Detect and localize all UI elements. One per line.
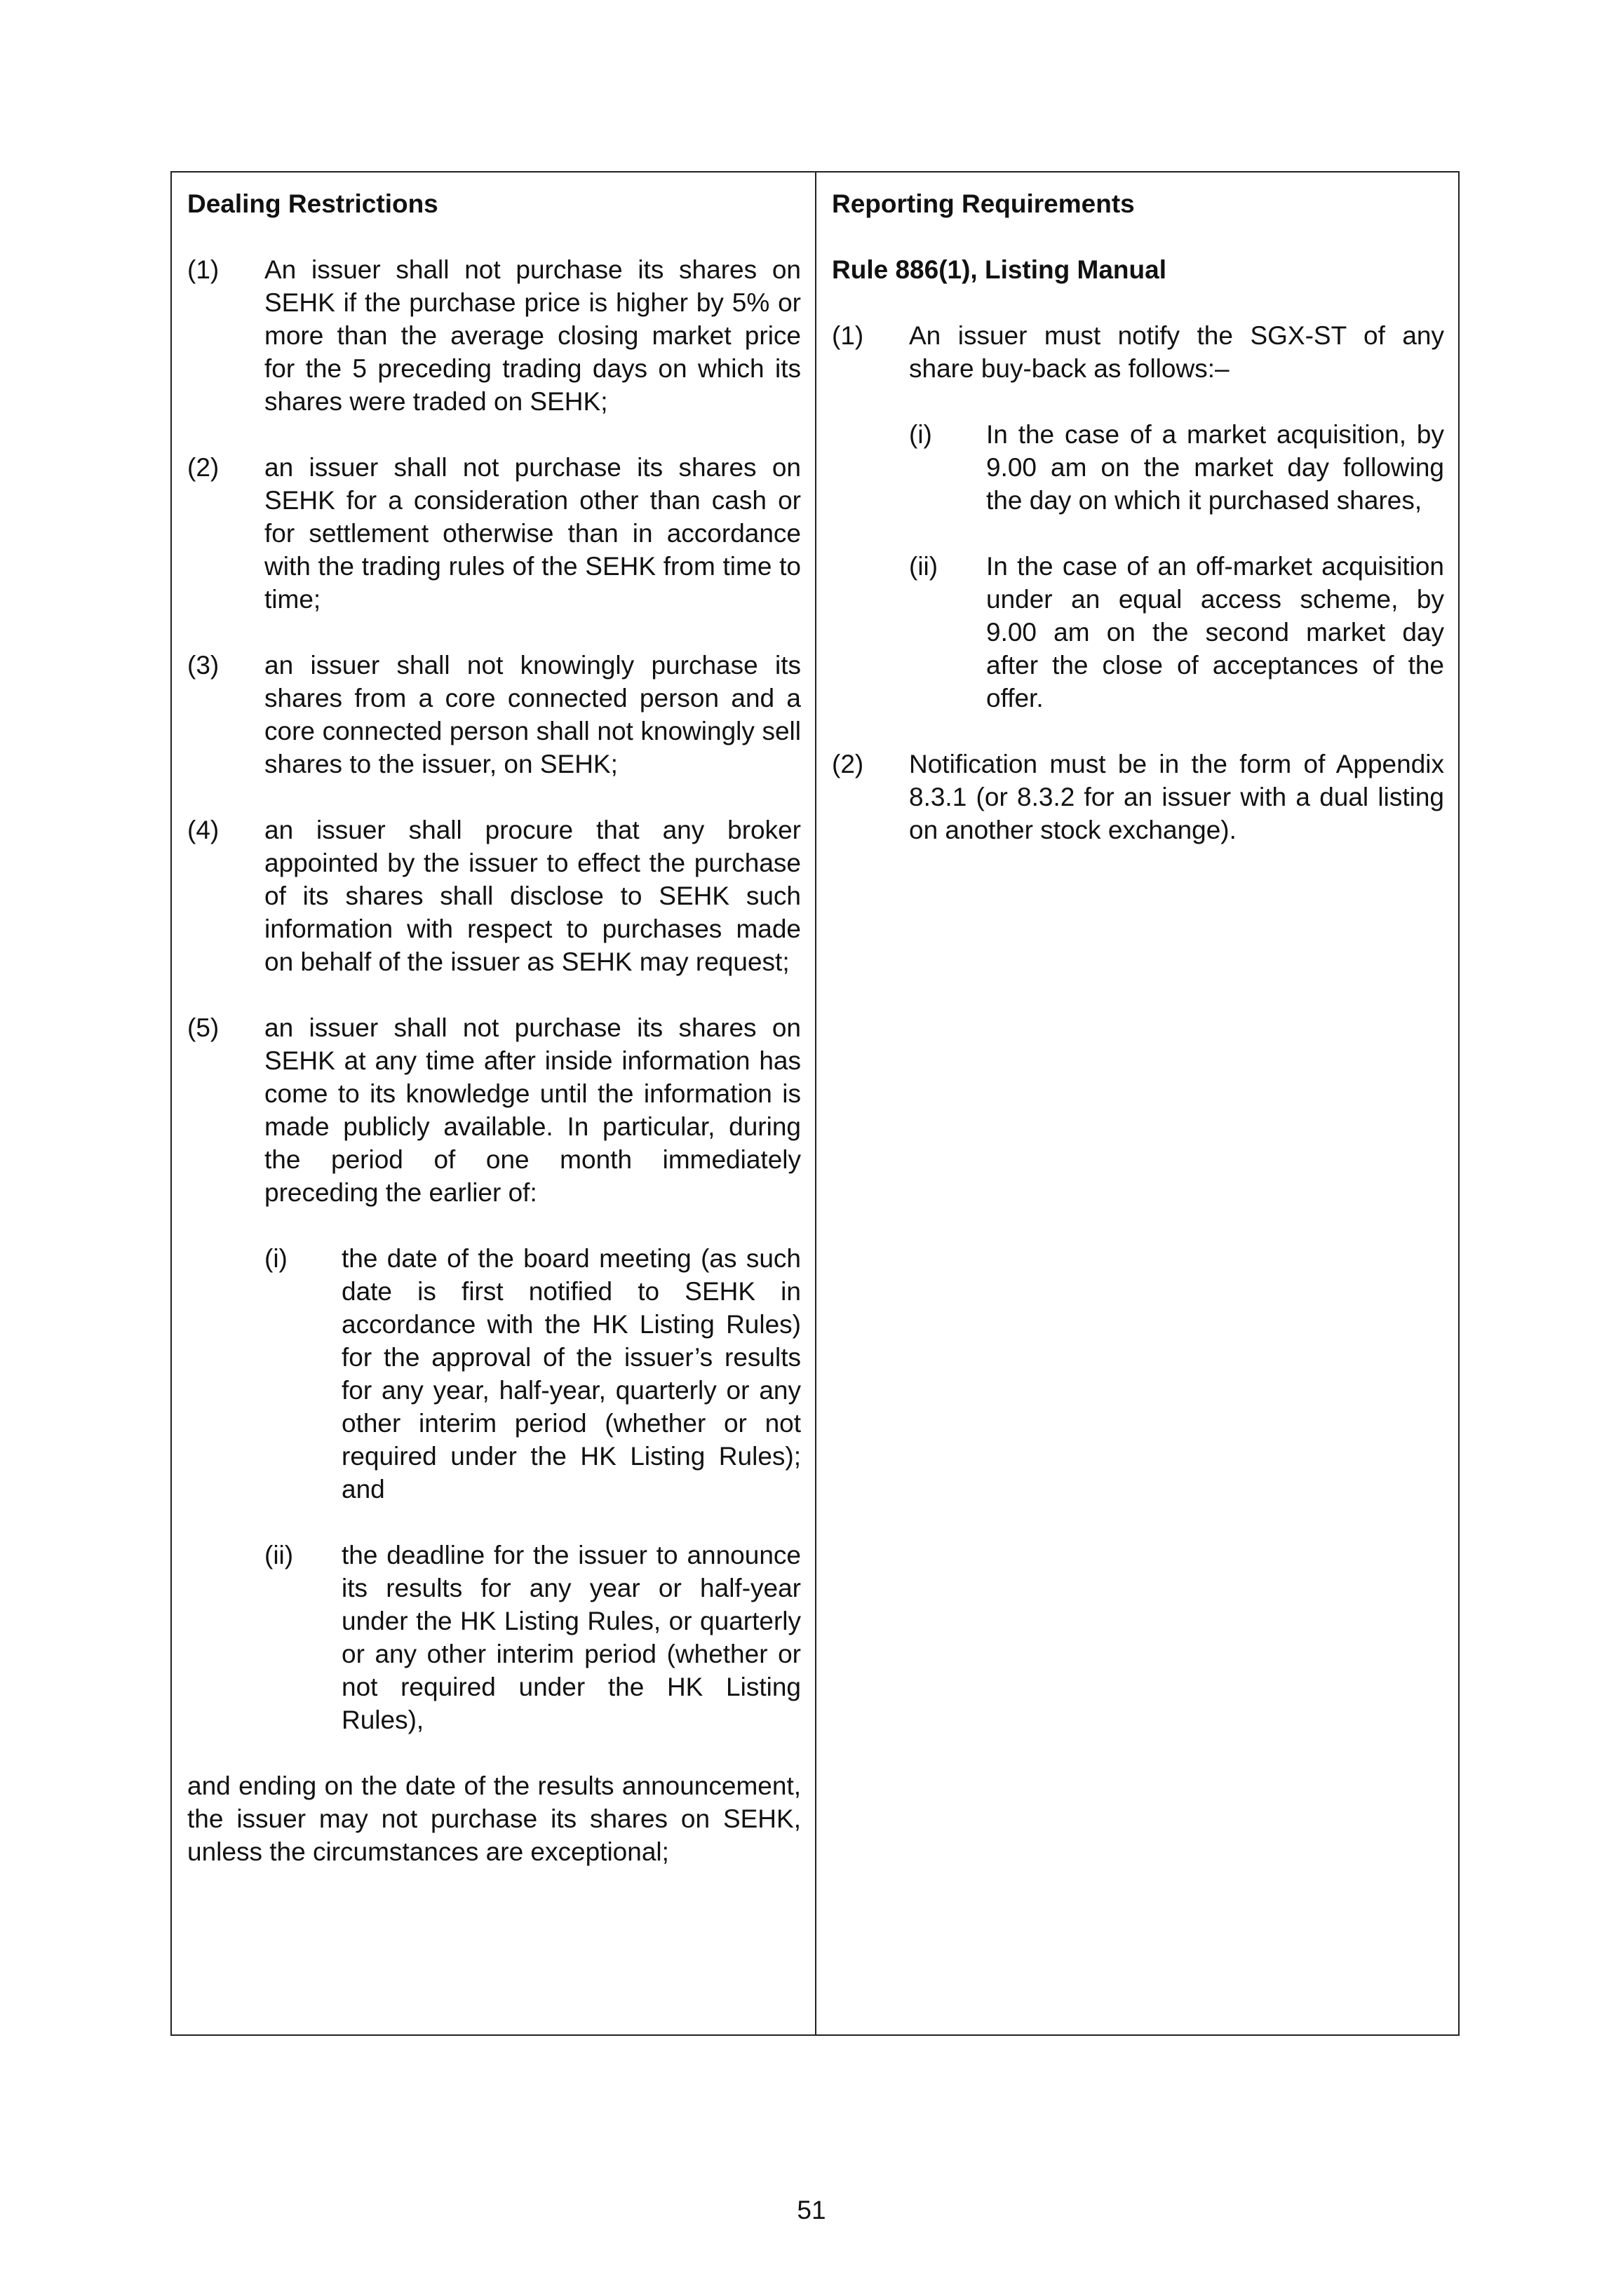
requirement-item <box>832 319 1444 715</box>
subitem-number: (i) <box>264 1244 288 1273</box>
dealing-restrictions-heading: Dealing Restrictions <box>187 189 438 218</box>
item-number: (2) <box>187 453 220 482</box>
item-text: an issuer shall not knowingly purchase its shares from a core connected person and a core connected person shall not knowingly sell shares to the issuer, on SEHK; <box>264 651 801 778</box>
subitem-number: (i) <box>909 420 932 449</box>
subitem-text: In the case of an off-market acquisition under an equal access scheme, by 9.00 am on the second market day after the close of acceptances of the offer. <box>986 552 1444 713</box>
item-text: An issuer must notify the SGX-ST of any share buy-back as follows:– <box>909 321 1444 383</box>
dealing-restrictions-column <box>172 173 816 2034</box>
item-body <box>264 1011 801 1736</box>
item-text: an issuer shall not purchase its shares on SEHK at any time after inside information has come to its knowledge until the information is made publicly available. In particular, during the period of one month immediately preceding the earlier of: <box>264 1013 801 1207</box>
item-number: (1) <box>832 321 864 350</box>
restriction-item <box>187 649 801 781</box>
item-number: (4) <box>187 816 220 844</box>
reporting-requirements-column <box>816 173 1458 2034</box>
subitem-text: the date of the board meeting (as such date is first notified to SEHK in accordance with the HK Listing Rules) for the approval of the issuer’s results for any year, half-year, quarterly or any other interim period (whether or not required under the HK Listing Rules); and <box>342 1244 801 1504</box>
closing-paragraph: and ending on the date of the results announcement, the issuer may not purchase its shares on SEHK, unless the circumstances are exceptional; <box>187 1771 801 1866</box>
rule-subheading: Rule 886(1), Listing Manual <box>832 255 1166 284</box>
requirement-item <box>832 748 1444 846</box>
subitem-number: (ii) <box>909 552 938 581</box>
item-number: (2) <box>832 750 864 778</box>
restriction-subitem <box>264 1539 801 1736</box>
item-number: (1) <box>187 255 220 284</box>
item-text: an issuer shall procure that any broker appointed by the issuer to effect the purchase of its shares shall disclose to SEHK such information with respect to purchases made on behalf of the issuer as SEHK may request; <box>264 816 801 976</box>
restriction-subitem <box>264 1242 801 1506</box>
item-text: Notification must be in the form of Appendix 8.3.1 (or 8.3.2 for an issuer with a dual listing on another stock exchange). <box>909 750 1444 844</box>
requirement-subitem <box>909 550 1444 715</box>
restriction-item <box>187 813 801 978</box>
item-text: an issuer shall not purchase its shares on SEHK for a consideration other than cash or for settlement otherwise than in accordance with the trading rules of the SEHK from time to time; <box>264 453 801 614</box>
comparison-table <box>170 171 1460 2036</box>
subitem-number: (ii) <box>264 1541 294 1569</box>
item-number: (5) <box>187 1013 220 1042</box>
subitem-text: the deadline for the issuer to announce its results for any year or half-year under the HK Listing Rules, or quarterly or any other interim period (whether or not required under the HK Listing Rules), <box>342 1541 801 1734</box>
item-text: An issuer shall not purchase its shares on SEHK if the purchase price is higher by 5% or more than the average closing market price for the 5 preceding trading days on which its shares were traded on SEHK; <box>264 255 801 416</box>
reporting-requirements-heading: Reporting Requirements <box>832 189 1135 218</box>
requirement-subitem <box>909 418 1444 517</box>
item-body <box>909 319 1444 715</box>
page-number: 51 <box>797 2196 826 2224</box>
restriction-item <box>187 451 801 616</box>
restriction-item <box>187 253 801 418</box>
item-number: (3) <box>187 651 220 680</box>
subitem-text: In the case of a market acquisition, by 9.00 am on the market day following the day on which it purchased shares, <box>986 420 1444 515</box>
restriction-item <box>187 1011 801 1736</box>
